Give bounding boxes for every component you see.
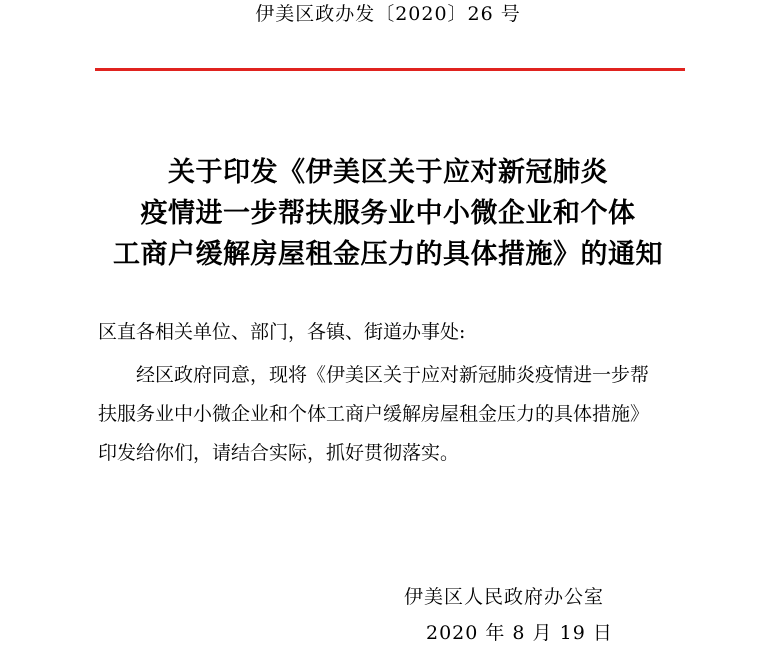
title-line-1: 关于印发《伊美区关于应对新冠肺炎 (168, 157, 608, 188)
addressee: 区直各相关单位、部门，各镇、街道办事处: (98, 321, 466, 343)
title-line-2: 疫情进一步帮扶服务业中小微企业和个体 (140, 198, 636, 229)
document-number: 伊美区政办发〔2020〕26 号 (255, 3, 521, 25)
body-line-3: 印发给你们，请结合实际，抓好贯彻落实。 (98, 442, 460, 464)
title-line-3: 工商户缓解房屋租金压力的具体措施》的通知 (113, 239, 663, 270)
issuing-office: 伊美区人民政府办公室 (404, 586, 605, 608)
document-title (0, 152, 776, 275)
issue-date: 2020 年 8 月 19 日 (426, 622, 613, 644)
body-line-2: 扶服务业中小微企业和个体工商户缓解房屋租金压力的具体措施》 (98, 403, 650, 425)
body-paragraph (98, 356, 704, 473)
red-divider-line (95, 68, 685, 71)
body-line-1: 经区政府同意，现将《伊美区关于应对新冠肺炎疫情进一步帮 (136, 364, 650, 386)
